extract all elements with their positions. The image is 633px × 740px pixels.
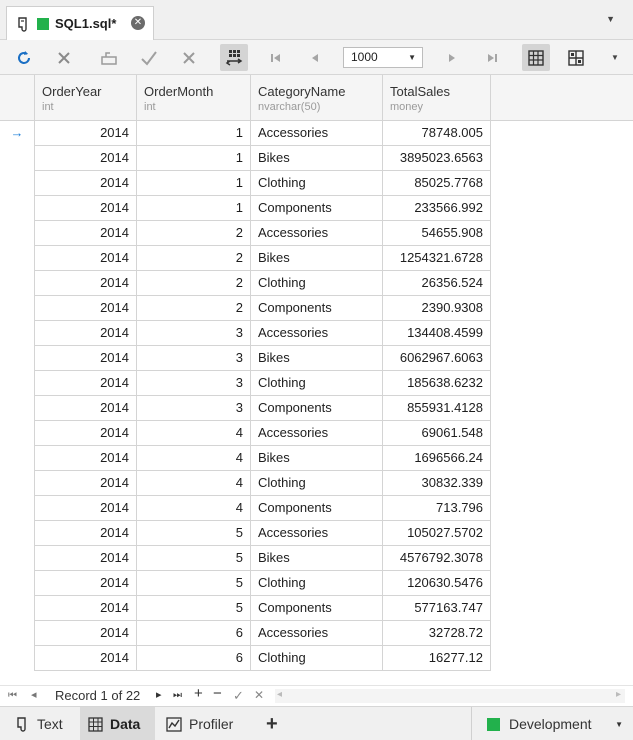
cell-ordermonth[interactable]: 5 [137,521,251,546]
cell-categoryname[interactable]: Accessories [251,221,383,246]
record-navigator [0,685,633,706]
sql-document-icon [15,16,31,32]
cell-ordermonth[interactable]: 6 [137,646,251,671]
last-page-button[interactable] [478,44,506,71]
cell-orderyear[interactable]: 2014 [35,646,137,671]
cell-totalsales[interactable]: 6062967.6063 [383,346,491,371]
row-header[interactable] [0,396,35,421]
cell-categoryname[interactable]: Bikes [251,546,383,571]
cell-totalsales[interactable]: 32728.72 [383,621,491,646]
row-header[interactable] [0,546,35,571]
row-header[interactable] [0,221,35,246]
grid-view-icon [528,50,544,66]
document-tab[interactable] [6,6,154,40]
cell-ordermonth[interactable]: 2 [137,246,251,271]
cell-totalsales[interactable]: 54655.908 [383,221,491,246]
grid-toolbar [0,40,633,75]
chevron-down-icon: ▼ [615,720,623,729]
cancel-icon [56,50,72,66]
page-size-select[interactable] [343,47,423,68]
column-name: OrderYear [42,84,102,99]
environment-label: Development [509,716,592,732]
tab-profiler[interactable] [158,707,250,740]
tab-text-label: Text [37,716,63,732]
environment-color-icon [487,718,500,731]
scroll-right-icon[interactable]: ▸ [615,689,621,700]
column-type: nvarchar(50) [258,101,321,113]
table-row[interactable] [0,221,491,246]
previous-record-button[interactable]: ◂ [31,689,37,701]
row-header[interactable] [0,421,35,446]
connection-status-icon [37,18,49,30]
cell-ordermonth[interactable]: 1 [137,171,251,196]
cell-ordermonth[interactable]: 2 [137,221,251,246]
cell-orderyear[interactable]: 2014 [35,521,137,546]
cell-orderyear[interactable]: 2014 [35,296,137,321]
row-header[interactable] [0,246,35,271]
table-row[interactable] [0,146,491,171]
record-position: Record 1 of 22 [55,688,141,703]
cell-orderyear[interactable]: 2014 [35,596,137,621]
tab-text[interactable] [6,707,78,740]
cell-categoryname[interactable]: Components [251,296,383,321]
table-row[interactable] [0,171,491,196]
row-header[interactable] [0,146,35,171]
row-header[interactable] [0,346,35,371]
cell-orderyear[interactable]: 2014 [35,446,137,471]
cell-orderyear[interactable]: 2014 [35,371,137,396]
cell-categoryname[interactable]: Accessories [251,421,383,446]
cell-categoryname[interactable]: Bikes [251,246,383,271]
confirm-record-button[interactable]: ✓ [233,688,244,703]
grid-corner-header[interactable] [0,75,35,121]
row-header[interactable] [0,621,35,646]
horizontal-scrollbar[interactable] [275,689,625,703]
cell-orderyear[interactable]: 2014 [35,196,137,221]
column-header-orderyear[interactable] [35,75,137,121]
apply-changes-button[interactable] [95,44,123,71]
column-header-ordermonth[interactable] [137,75,251,121]
cell-ordermonth[interactable]: 3 [137,396,251,421]
cell-ordermonth[interactable]: 1 [137,121,251,146]
cell-categoryname[interactable]: Clothing [251,471,383,496]
row-header[interactable]: → [0,121,35,146]
cell-categoryname[interactable]: Bikes [251,446,383,471]
environment-selector[interactable] [471,707,633,740]
cell-categoryname[interactable]: Accessories [251,621,383,646]
table-row[interactable] [0,196,491,221]
cell-orderyear[interactable]: 2014 [35,396,137,421]
cell-totalsales[interactable]: 105027.5702 [383,521,491,546]
cell-totalsales[interactable]: 1696566.24 [383,446,491,471]
cell-ordermonth[interactable]: 6 [137,621,251,646]
table-row[interactable] [0,396,491,421]
table-row[interactable] [0,121,491,146]
first-record-button[interactable]: ⏮ [8,690,17,701]
table-row[interactable] [0,646,491,671]
cell-totalsales[interactable]: 30832.339 [383,471,491,496]
row-header[interactable] [0,321,35,346]
cell-categoryname[interactable]: Components [251,196,383,221]
rollback-icon [181,50,197,66]
row-header[interactable] [0,596,35,621]
table-row[interactable] [0,296,491,321]
cell-totalsales[interactable]: 185638.6232 [383,371,491,396]
grid-options-icon [224,48,244,68]
data-grid-icon [88,717,103,732]
table-row[interactable] [0,596,491,621]
column-type: int [144,101,156,113]
cell-totalsales[interactable]: 577163.747 [383,596,491,621]
cell-orderyear[interactable]: 2014 [35,421,137,446]
table-row[interactable] [0,446,491,471]
tab-title: SQL1.sql* [55,16,117,31]
cell-orderyear[interactable]: 2014 [35,471,137,496]
cell-ordermonth[interactable]: 4 [137,421,251,446]
cell-ordermonth[interactable]: 2 [137,296,251,321]
column-header-categoryname[interactable] [251,75,383,121]
cell-totalsales[interactable]: 26356.524 [383,271,491,296]
cell-orderyear[interactable]: 2014 [35,571,137,596]
first-page-icon [269,51,283,65]
next-page-icon [445,51,459,65]
cell-totalsales[interactable]: 85025.7768 [383,171,491,196]
delete-record-button[interactable]: − [213,685,222,702]
cell-categoryname[interactable]: Clothing [251,271,383,296]
commit-button[interactable] [135,44,163,71]
cell-categoryname[interactable]: Clothing [251,646,383,671]
row-header[interactable] [0,496,35,521]
table-row[interactable] [0,571,491,596]
previous-page-icon [308,51,322,65]
commit-icon [140,50,158,66]
cell-orderyear[interactable]: 2014 [35,171,137,196]
cell-totalsales[interactable]: 134408.4599 [383,321,491,346]
document-tab-bar [0,0,633,40]
cell-ordermonth[interactable]: 5 [137,546,251,571]
table-row[interactable] [0,271,491,296]
last-page-icon [485,51,499,65]
add-tab-button[interactable]: + [266,712,278,735]
cell-ordermonth[interactable]: 5 [137,571,251,596]
tab-profiler-label: Profiler [189,716,234,732]
row-header[interactable] [0,646,35,671]
page-size-value: 1000 [351,50,378,64]
result-view-bar [0,706,633,740]
tab-data[interactable] [80,707,155,740]
column-name: CategoryName [258,84,346,99]
refresh-icon [15,49,33,67]
cell-categoryname[interactable]: Components [251,496,383,521]
cancel-changes-button[interactable] [50,44,78,71]
apply-icon [100,50,118,66]
row-header[interactable] [0,471,35,496]
add-record-button[interactable]: + [194,685,203,702]
cell-ordermonth[interactable]: 4 [137,471,251,496]
cell-ordermonth[interactable]: 1 [137,196,251,221]
rollback-button[interactable] [175,44,203,71]
table-row[interactable] [0,546,491,571]
cell-ordermonth[interactable]: 4 [137,496,251,521]
cell-totalsales[interactable]: 16277.12 [383,646,491,671]
cell-categoryname[interactable]: Accessories [251,121,383,146]
row-header[interactable] [0,446,35,471]
table-row[interactable] [0,521,491,546]
table-row[interactable] [0,496,491,521]
cell-categoryname[interactable]: Components [251,596,383,621]
cell-ordermonth[interactable]: 1 [137,146,251,171]
cell-ordermonth[interactable]: 3 [137,371,251,396]
cell-totalsales[interactable]: 233566.992 [383,196,491,221]
cell-totalsales[interactable]: 713.796 [383,496,491,521]
cell-orderyear[interactable]: 2014 [35,321,137,346]
cell-categoryname[interactable]: Clothing [251,171,383,196]
cancel-record-button[interactable]: ✕ [254,688,265,702]
table-row[interactable] [0,346,491,371]
cell-totalsales[interactable]: 1254321.6728 [383,246,491,271]
cell-categoryname[interactable]: Bikes [251,346,383,371]
close-tab-icon[interactable]: ✕ [131,16,145,30]
cell-orderyear[interactable]: 2014 [35,546,137,571]
cell-orderyear[interactable]: 2014 [35,146,137,171]
cell-totalsales[interactable]: 69061.548 [383,421,491,446]
cell-categoryname[interactable]: Accessories [251,521,383,546]
cell-ordermonth[interactable]: 5 [137,596,251,621]
column-type: int [42,101,54,113]
table-row[interactable] [0,621,491,646]
text-icon [14,716,30,732]
table-row[interactable] [0,421,491,446]
cell-ordermonth[interactable]: 3 [137,346,251,371]
cell-categoryname[interactable]: Components [251,396,383,421]
cell-totalsales[interactable]: 3895023.6563 [383,146,491,171]
more-icon: ▼ [611,53,619,62]
row-header[interactable] [0,171,35,196]
row-header[interactable] [0,371,35,396]
cell-totalsales[interactable]: 2390.9308 [383,296,491,321]
cell-orderyear[interactable]: 2014 [35,496,137,521]
next-record-button[interactable]: ▸ [156,689,162,701]
grid-view-button[interactable] [522,44,550,71]
row-header[interactable] [0,521,35,546]
first-page-button[interactable] [262,44,290,71]
cell-totalsales[interactable]: 120630.5476 [383,571,491,596]
cell-totalsales[interactable]: 4576792.3078 [383,546,491,571]
row-header[interactable] [0,296,35,321]
table-row[interactable] [0,371,491,396]
last-record-button[interactable]: ⏭ [173,690,182,701]
cell-orderyear[interactable]: 2014 [35,271,137,296]
cell-totalsales[interactable]: 855931.4128 [383,396,491,421]
row-header[interactable] [0,571,35,596]
cell-categoryname[interactable]: Clothing [251,371,383,396]
cell-ordermonth[interactable]: 3 [137,321,251,346]
scroll-left-icon[interactable]: ◂ [277,689,283,700]
more-options-button[interactable] [604,44,626,71]
column-type: money [390,101,424,113]
cell-orderyear[interactable]: 2014 [35,621,137,646]
profiler-icon [166,717,182,732]
next-page-button[interactable] [438,44,466,71]
table-row[interactable] [0,471,491,496]
column-name: OrderMonth [144,84,214,99]
row-header[interactable] [0,196,35,221]
cell-orderyear[interactable]: 2014 [35,221,137,246]
cell-ordermonth[interactable]: 2 [137,271,251,296]
chevron-down-icon: ▼ [408,53,416,62]
table-row[interactable] [0,246,491,271]
header-filler [491,75,633,121]
cell-totalsales[interactable]: 78748.005 [383,121,491,146]
tab-list-dropdown-icon[interactable]: ▼ [606,14,615,24]
data-grid [0,75,633,685]
cell-categoryname[interactable]: Accessories [251,321,383,346]
cell-orderyear[interactable]: 2014 [35,121,137,146]
column-header-totalsales[interactable] [383,75,491,121]
column-name: TotalSales [390,84,450,99]
table-row[interactable] [0,321,491,346]
cell-categoryname[interactable]: Clothing [251,571,383,596]
cell-orderyear[interactable]: 2014 [35,346,137,371]
card-view-icon [568,50,584,66]
row-header[interactable] [0,271,35,296]
card-view-button[interactable] [562,44,590,71]
tab-data-label: Data [110,716,141,732]
cell-categoryname[interactable]: Bikes [251,146,383,171]
previous-page-button[interactable] [301,44,329,71]
cell-ordermonth[interactable]: 4 [137,446,251,471]
cell-orderyear[interactable]: 2014 [35,246,137,271]
grid-options-button[interactable] [220,44,248,71]
refresh-button[interactable] [10,44,38,71]
